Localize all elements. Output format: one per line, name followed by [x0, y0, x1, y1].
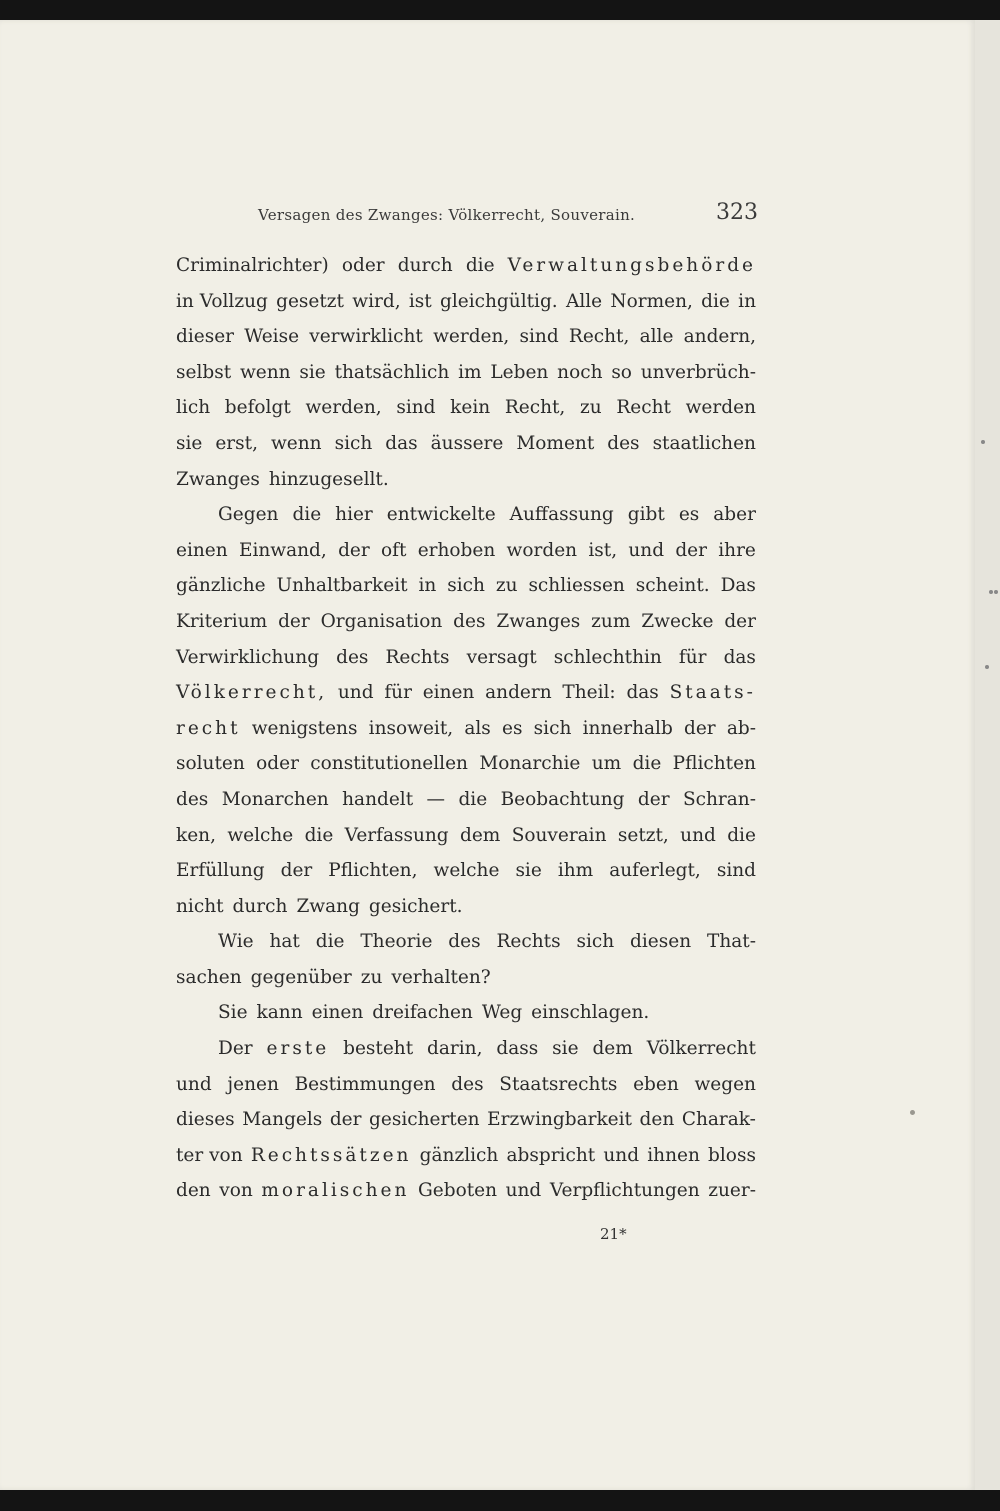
word: in [418, 575, 437, 597]
word: der [338, 539, 370, 561]
body-text [176, 248, 756, 1209]
text-line [176, 1031, 756, 1067]
word: welche [227, 824, 294, 846]
word: Auffassung [509, 504, 614, 526]
word: sie [552, 1038, 579, 1060]
word: erhoben [417, 539, 496, 561]
edge-mark [985, 665, 989, 669]
text-line [176, 818, 756, 854]
word: dieser [176, 326, 234, 348]
word: zum [591, 610, 631, 632]
word: für [678, 646, 707, 668]
text-line [176, 390, 756, 426]
word: einen [311, 1002, 364, 1024]
word: Criminalrichter) [176, 255, 329, 276]
word: von [219, 1180, 253, 1202]
word: das [723, 646, 756, 668]
word: noch [557, 361, 603, 383]
word: wegen [694, 1073, 756, 1095]
word: Unhaltbarkeit [276, 575, 408, 597]
word: Sie [218, 1002, 248, 1024]
word: durch [232, 895, 288, 917]
word: der [280, 860, 313, 882]
paragraph [176, 248, 756, 497]
word: gesetzt [276, 290, 344, 312]
word: besteht [343, 1038, 414, 1060]
word: werden, [305, 397, 382, 419]
word: die [458, 788, 488, 810]
word: gibt [627, 504, 665, 526]
word: Geboten [418, 1180, 498, 1202]
word: thatsächlich [334, 361, 450, 383]
word: sich [576, 931, 615, 953]
word: sind [519, 326, 559, 348]
word: Erfüllung [176, 860, 265, 882]
word: und [176, 1073, 212, 1095]
word: ihre [718, 539, 756, 561]
word: Zwanges [496, 610, 581, 632]
word: ken, [176, 824, 216, 846]
word: oft [380, 539, 407, 561]
word: des [176, 788, 209, 810]
word: Souverain [511, 824, 607, 846]
word: bloss [708, 1144, 756, 1166]
page-header [258, 200, 758, 234]
word: Weise [244, 326, 300, 348]
word: alle [639, 326, 674, 348]
text-line [176, 568, 756, 604]
word: der [637, 788, 670, 810]
word: entwickelte [386, 504, 496, 526]
text-line [176, 319, 756, 355]
word: Recht, [504, 397, 566, 419]
word: das [626, 682, 659, 704]
word: die [315, 931, 345, 953]
text-line [176, 426, 756, 462]
word: des [453, 610, 486, 632]
word: sind [396, 397, 436, 419]
word: Der [218, 1038, 253, 1060]
text-line [176, 924, 756, 960]
word: einschlagen. [531, 1002, 650, 1024]
word: der [724, 610, 756, 632]
word: abspricht [506, 1144, 596, 1166]
word: lich [176, 397, 211, 419]
word: jenen [227, 1073, 279, 1095]
word: wird, [352, 290, 401, 312]
facing-page-edge [975, 20, 1000, 1490]
text-line [176, 497, 756, 533]
word: scheint. [635, 575, 710, 597]
word: nicht [176, 895, 224, 917]
word: gleichgültig. [440, 290, 558, 312]
paragraph [176, 497, 756, 924]
word: verwirklicht [309, 326, 423, 348]
word: ihm [557, 860, 594, 882]
word: Zwang [296, 895, 360, 917]
edge-mark [981, 440, 985, 444]
word: der [329, 1109, 362, 1131]
word: erst, [215, 432, 258, 454]
word: werden [685, 397, 756, 419]
word: Pflichten, [328, 860, 418, 882]
word: Organisation [320, 610, 443, 632]
word: kein [450, 397, 491, 419]
word: Einwand, [238, 539, 327, 561]
text-line [176, 675, 756, 711]
word: Erzwingbarkeit [487, 1109, 632, 1131]
word: Bestimmungen [294, 1073, 436, 1095]
word: und [603, 1144, 640, 1166]
word: — [426, 788, 446, 810]
word: äussere [430, 432, 504, 454]
word: Rechts [385, 646, 450, 668]
word: hier [335, 504, 373, 526]
word: sich [533, 717, 572, 739]
word: oder [256, 753, 299, 775]
text-line [176, 1173, 756, 1209]
word: durch [397, 255, 453, 276]
word: dem [592, 1038, 633, 1060]
word: Das [720, 575, 756, 597]
word: und [680, 824, 716, 846]
page-number: 323 [716, 200, 758, 225]
printer-signature: 21* [600, 1225, 627, 1243]
word: ter von [176, 1144, 243, 1166]
word: That- [707, 931, 756, 953]
word: insoweit, [368, 717, 454, 739]
word: als [464, 717, 491, 739]
word: die [465, 255, 495, 276]
edge-mark [994, 590, 998, 594]
text-line [176, 1138, 756, 1174]
word: recht [176, 717, 241, 739]
text-line [176, 284, 756, 320]
word: Theorie [360, 931, 433, 953]
word: gegenüber [250, 966, 352, 988]
word: Moment [516, 432, 595, 454]
word: wenigstens [251, 717, 358, 739]
text-line [176, 711, 756, 747]
word: kann [256, 1002, 303, 1024]
word: sind [716, 860, 756, 882]
word: oder [341, 255, 385, 276]
word: gesichert. [368, 895, 463, 917]
text-line [176, 355, 756, 391]
word: ihnen [647, 1144, 700, 1166]
word: Völkerrecht [646, 1038, 756, 1060]
word: des [607, 432, 640, 454]
word: den [639, 1109, 675, 1131]
word: im [458, 361, 482, 383]
running-head: Versagen des Zwanges: Völkerrecht, Souverain. [258, 206, 636, 224]
word: versagt [466, 646, 537, 668]
paragraph [176, 995, 756, 1031]
word: Beobachtung [500, 788, 625, 810]
word: für [384, 682, 412, 704]
word: Recht, [568, 326, 630, 348]
edge-mark [989, 590, 993, 594]
word: Weg [481, 1002, 523, 1024]
word: in [738, 290, 756, 312]
word: dass [496, 1038, 539, 1060]
word: einen [422, 682, 475, 704]
word: sachen [176, 966, 242, 988]
word: erste [266, 1038, 330, 1060]
word: ab- [726, 717, 756, 739]
word: zuer- [708, 1180, 756, 1202]
word: diesen [630, 931, 692, 953]
word: sich [447, 575, 485, 597]
word: Pflichten [672, 753, 756, 775]
word: auferlegt, [609, 860, 701, 882]
word: Zwanges [176, 468, 260, 490]
paragraph [176, 924, 756, 995]
word: einen [176, 539, 228, 561]
word: sie [515, 860, 542, 882]
word: dieses [176, 1109, 235, 1131]
word: Zwecke [641, 610, 714, 632]
word: den [176, 1180, 211, 1202]
word: Verwaltungsbehörde [507, 255, 756, 276]
word: Verwirklichung [176, 646, 320, 668]
word: sie [176, 432, 203, 454]
word: die [304, 824, 334, 846]
word: die [727, 824, 756, 846]
word: schliessen [528, 575, 625, 597]
word: die [292, 504, 322, 526]
word: befolgt [224, 397, 291, 419]
word: eben [633, 1073, 679, 1095]
word: zu [579, 397, 602, 419]
word: der [684, 717, 716, 739]
word: des [336, 646, 369, 668]
word: selbst [176, 361, 232, 383]
text-line [176, 746, 756, 782]
word: Völkerrecht, [176, 682, 328, 704]
text-line [176, 462, 756, 498]
word: Staats- [669, 682, 756, 704]
word: des [448, 931, 481, 953]
word: unverbrüch- [640, 361, 756, 383]
word: Theil: [562, 682, 616, 704]
word: soluten [176, 753, 245, 775]
word: aber [713, 504, 756, 526]
word: Schran- [682, 788, 756, 810]
word: verhalten? [391, 966, 491, 988]
word: hat [269, 931, 300, 953]
text-line [176, 604, 756, 640]
word: Verfassung [344, 824, 449, 846]
word: Gegen [218, 504, 279, 526]
word: setzt, [617, 824, 669, 846]
word: gänzlich [419, 1144, 499, 1166]
word: andern [485, 682, 552, 704]
word: worden [506, 539, 578, 561]
word: der [278, 610, 310, 632]
paragraph [176, 1031, 756, 1209]
word: Mangels [242, 1109, 323, 1131]
word: es [678, 504, 700, 526]
text-line [176, 1102, 756, 1138]
text-line [176, 960, 756, 996]
word: das [385, 432, 418, 454]
word: so [611, 361, 632, 383]
word: welche [433, 860, 500, 882]
word: Charak- [681, 1109, 756, 1131]
word: und [505, 1180, 542, 1202]
word: ist, [588, 539, 618, 561]
word: handelt [342, 788, 414, 810]
text-line [176, 782, 756, 818]
word: zu [495, 575, 518, 597]
word: Monarchen [221, 788, 329, 810]
word: hinzugesellt. [268, 468, 389, 490]
word: die [632, 753, 662, 775]
word: die [701, 290, 730, 312]
text-line [176, 248, 756, 284]
word: um [591, 753, 622, 775]
word: in Vollzug [176, 290, 268, 312]
word: schlechthin [553, 646, 662, 668]
word: andern, [683, 326, 756, 348]
text-line [176, 995, 756, 1031]
word: es [502, 717, 523, 739]
word: ist [408, 290, 432, 312]
word: der [675, 539, 707, 561]
word: moralischen [261, 1180, 410, 1202]
word: wenn [239, 361, 291, 383]
word: und [628, 539, 665, 561]
word: Rechtssätzen [250, 1144, 412, 1166]
word: Wie [218, 931, 254, 953]
word: darin, [427, 1038, 483, 1060]
word: zu [360, 966, 383, 988]
word: staatlichen [652, 432, 756, 454]
word: Monarchie [479, 753, 581, 775]
text-line [176, 533, 756, 569]
word: sich [334, 432, 373, 454]
word: Verpflichtungen [549, 1180, 700, 1202]
word: des [451, 1073, 484, 1095]
text-line [176, 1067, 756, 1103]
word: Kriterium [176, 610, 268, 632]
paper-speck [910, 1110, 915, 1115]
word: sie [299, 361, 326, 383]
word: Rechts [496, 931, 561, 953]
text-line [176, 640, 756, 676]
word: Normen, [610, 290, 693, 312]
text-line [176, 853, 756, 889]
word: Leben [490, 361, 549, 383]
word: constitutionellen [310, 753, 468, 775]
word: gesicherten [369, 1109, 480, 1131]
word: werden, [433, 326, 510, 348]
word: Alle [565, 290, 603, 312]
word: innerhalb [582, 717, 673, 739]
word: dem [460, 824, 501, 846]
word: dreifachen [372, 1002, 473, 1024]
text-line [176, 889, 756, 925]
word: Staatsrechts [499, 1073, 618, 1095]
word: wenn [270, 432, 322, 454]
word: Recht [616, 397, 671, 419]
word: und [337, 682, 374, 704]
word: gänzliche [176, 575, 266, 597]
